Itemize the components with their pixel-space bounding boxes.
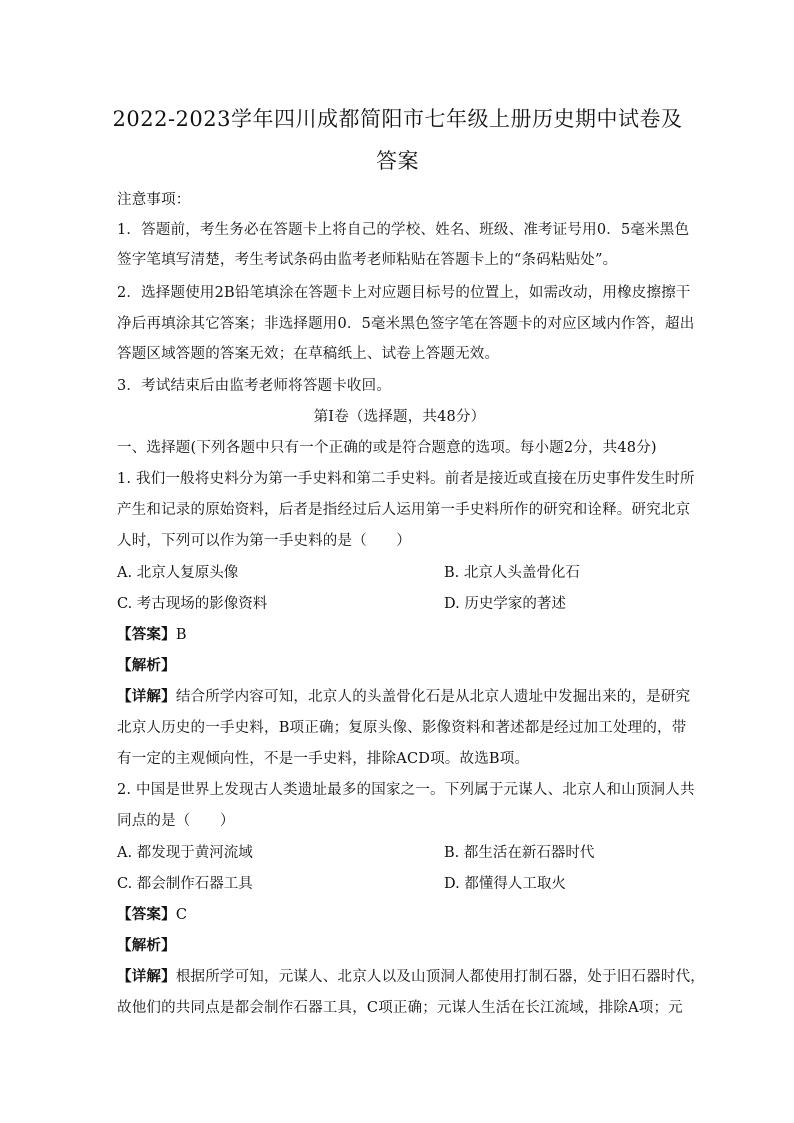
question-2-detail-line-1 <box>117 965 706 986</box>
notice-heading: 注意事项： <box>117 192 191 208</box>
question-1-option-c: C. 考古现场的影像资料 <box>117 596 268 612</box>
question-2-analysis-label: 【解析】 <box>117 937 176 954</box>
question-1-stem-line-2: 产生和记录的原始资料，后者是指经过后人运用第一手史料所作的研究和诠释。研究北京 <box>117 502 691 518</box>
question-1-option-d: D. 历史学家的著述 <box>444 596 566 612</box>
question-2-option-c: C. 都会制作石器工具 <box>117 876 253 892</box>
question-2-option-d: D. 都懂得人工取火 <box>444 876 566 892</box>
question-2-option-a: A. 都发现于黄河流域 <box>117 845 253 861</box>
notice-item-2-line-1: 2．选择题使用2B铅笔填涂在答题卡上对应题目标号的位置上，如需改动，用橡皮擦擦干 <box>117 285 691 301</box>
question-1-detail-line-1 <box>117 685 691 706</box>
question-1-detail-text-1: 结合所学内容可知，北京人的头盖骨化石是从北京人遗址中发掘出来的，是研究 <box>175 689 691 705</box>
question-2-stem-line-1: 2. 中国是世界上发现古人类遗址最多的国家之一。下列属于元谋人、北京人和山顶洞人共 <box>117 782 695 798</box>
question-2-answer-value: C <box>175 907 188 923</box>
document-title-line-1: 2022-2023学年四川成都简阳市七年级上册历史期中试卷及 <box>112 107 683 131</box>
question-1-option-b: B. 北京人头盖骨化石 <box>444 565 580 581</box>
question-2-answer <box>117 903 682 924</box>
section-heading: 第Ⅰ卷（选择题，共48分） <box>313 409 486 425</box>
question-1-analysis-label: 【解析】 <box>117 657 176 674</box>
document-title-line-2: 答案 <box>376 149 419 173</box>
question-2-detail-text-1: 根据所学可知，元谋人、北京人以及山顶洞人都使用打制石器，处于旧石器时代， <box>175 969 706 985</box>
question-1-stem-line-1: 1. 我们一般将史料分为第一手史料和第二手史料。前者是接近或直接在历史事件发生时所 <box>117 471 695 487</box>
question-2-stem-line-2: 同点的是（ ） <box>117 813 235 829</box>
question-1-stem-line-3: 人时，下列可以作为第一手史料的是（ ） <box>117 533 411 549</box>
question-2-detail-label: 【详解】 <box>117 968 176 985</box>
question-1-option-a: A. 北京人复原头像 <box>117 565 239 581</box>
question-2-detail-line-2: 故他们的共同点是都会制作石器工具，C项正确；元谋人生活在长江流域，排除A项；元 <box>117 1000 683 1016</box>
notice-item-1-line-2: 签字笔填写清楚，考生考试条码由监考老师粘贴在答题卡上的“条码粘贴处”。 <box>117 252 618 268</box>
question-1-answer <box>117 623 682 644</box>
question-1-detail-line-2: 北京人历史的一手史料，B项正确；复原头像、影像资料和著述都是经过加工处理的，带 <box>117 720 687 736</box>
notice-item-2-line-3: 答题区域答题的答案无效；在草稿纸上、试卷上答题无效。 <box>117 346 500 362</box>
question-1-answer-value: B <box>175 627 187 643</box>
section-instruction: 一、选择题(下列各题中只有一个正确的或是符合题意的选项。每小题2分，共48分) <box>117 440 657 456</box>
notice-item-3: 3．考试结束后由监考老师将答题卡收回。 <box>117 378 392 394</box>
question-1-detail-label: 【详解】 <box>117 688 176 705</box>
notice-item-1-line-1: 1．答题前，考生务必在答题卡上将自己的学校、姓名、班级、准考证号用0．5毫米黑色 <box>117 222 690 238</box>
question-2-option-b: B. 都生活在新石器时代 <box>444 845 595 861</box>
question-1-answer-label: 【答案】 <box>117 626 176 643</box>
notice-item-2-line-2: 净后再填涂其它答案；非选择题用0．5毫米黑色签字笔在答题卡的对应区域内作答，超出 <box>117 316 695 332</box>
question-2-answer-label: 【答案】 <box>117 906 176 923</box>
question-1-detail-line-3: 有一定的主观倾向性，不是一手史料，排除ACD项。故选B项。 <box>117 751 530 767</box>
